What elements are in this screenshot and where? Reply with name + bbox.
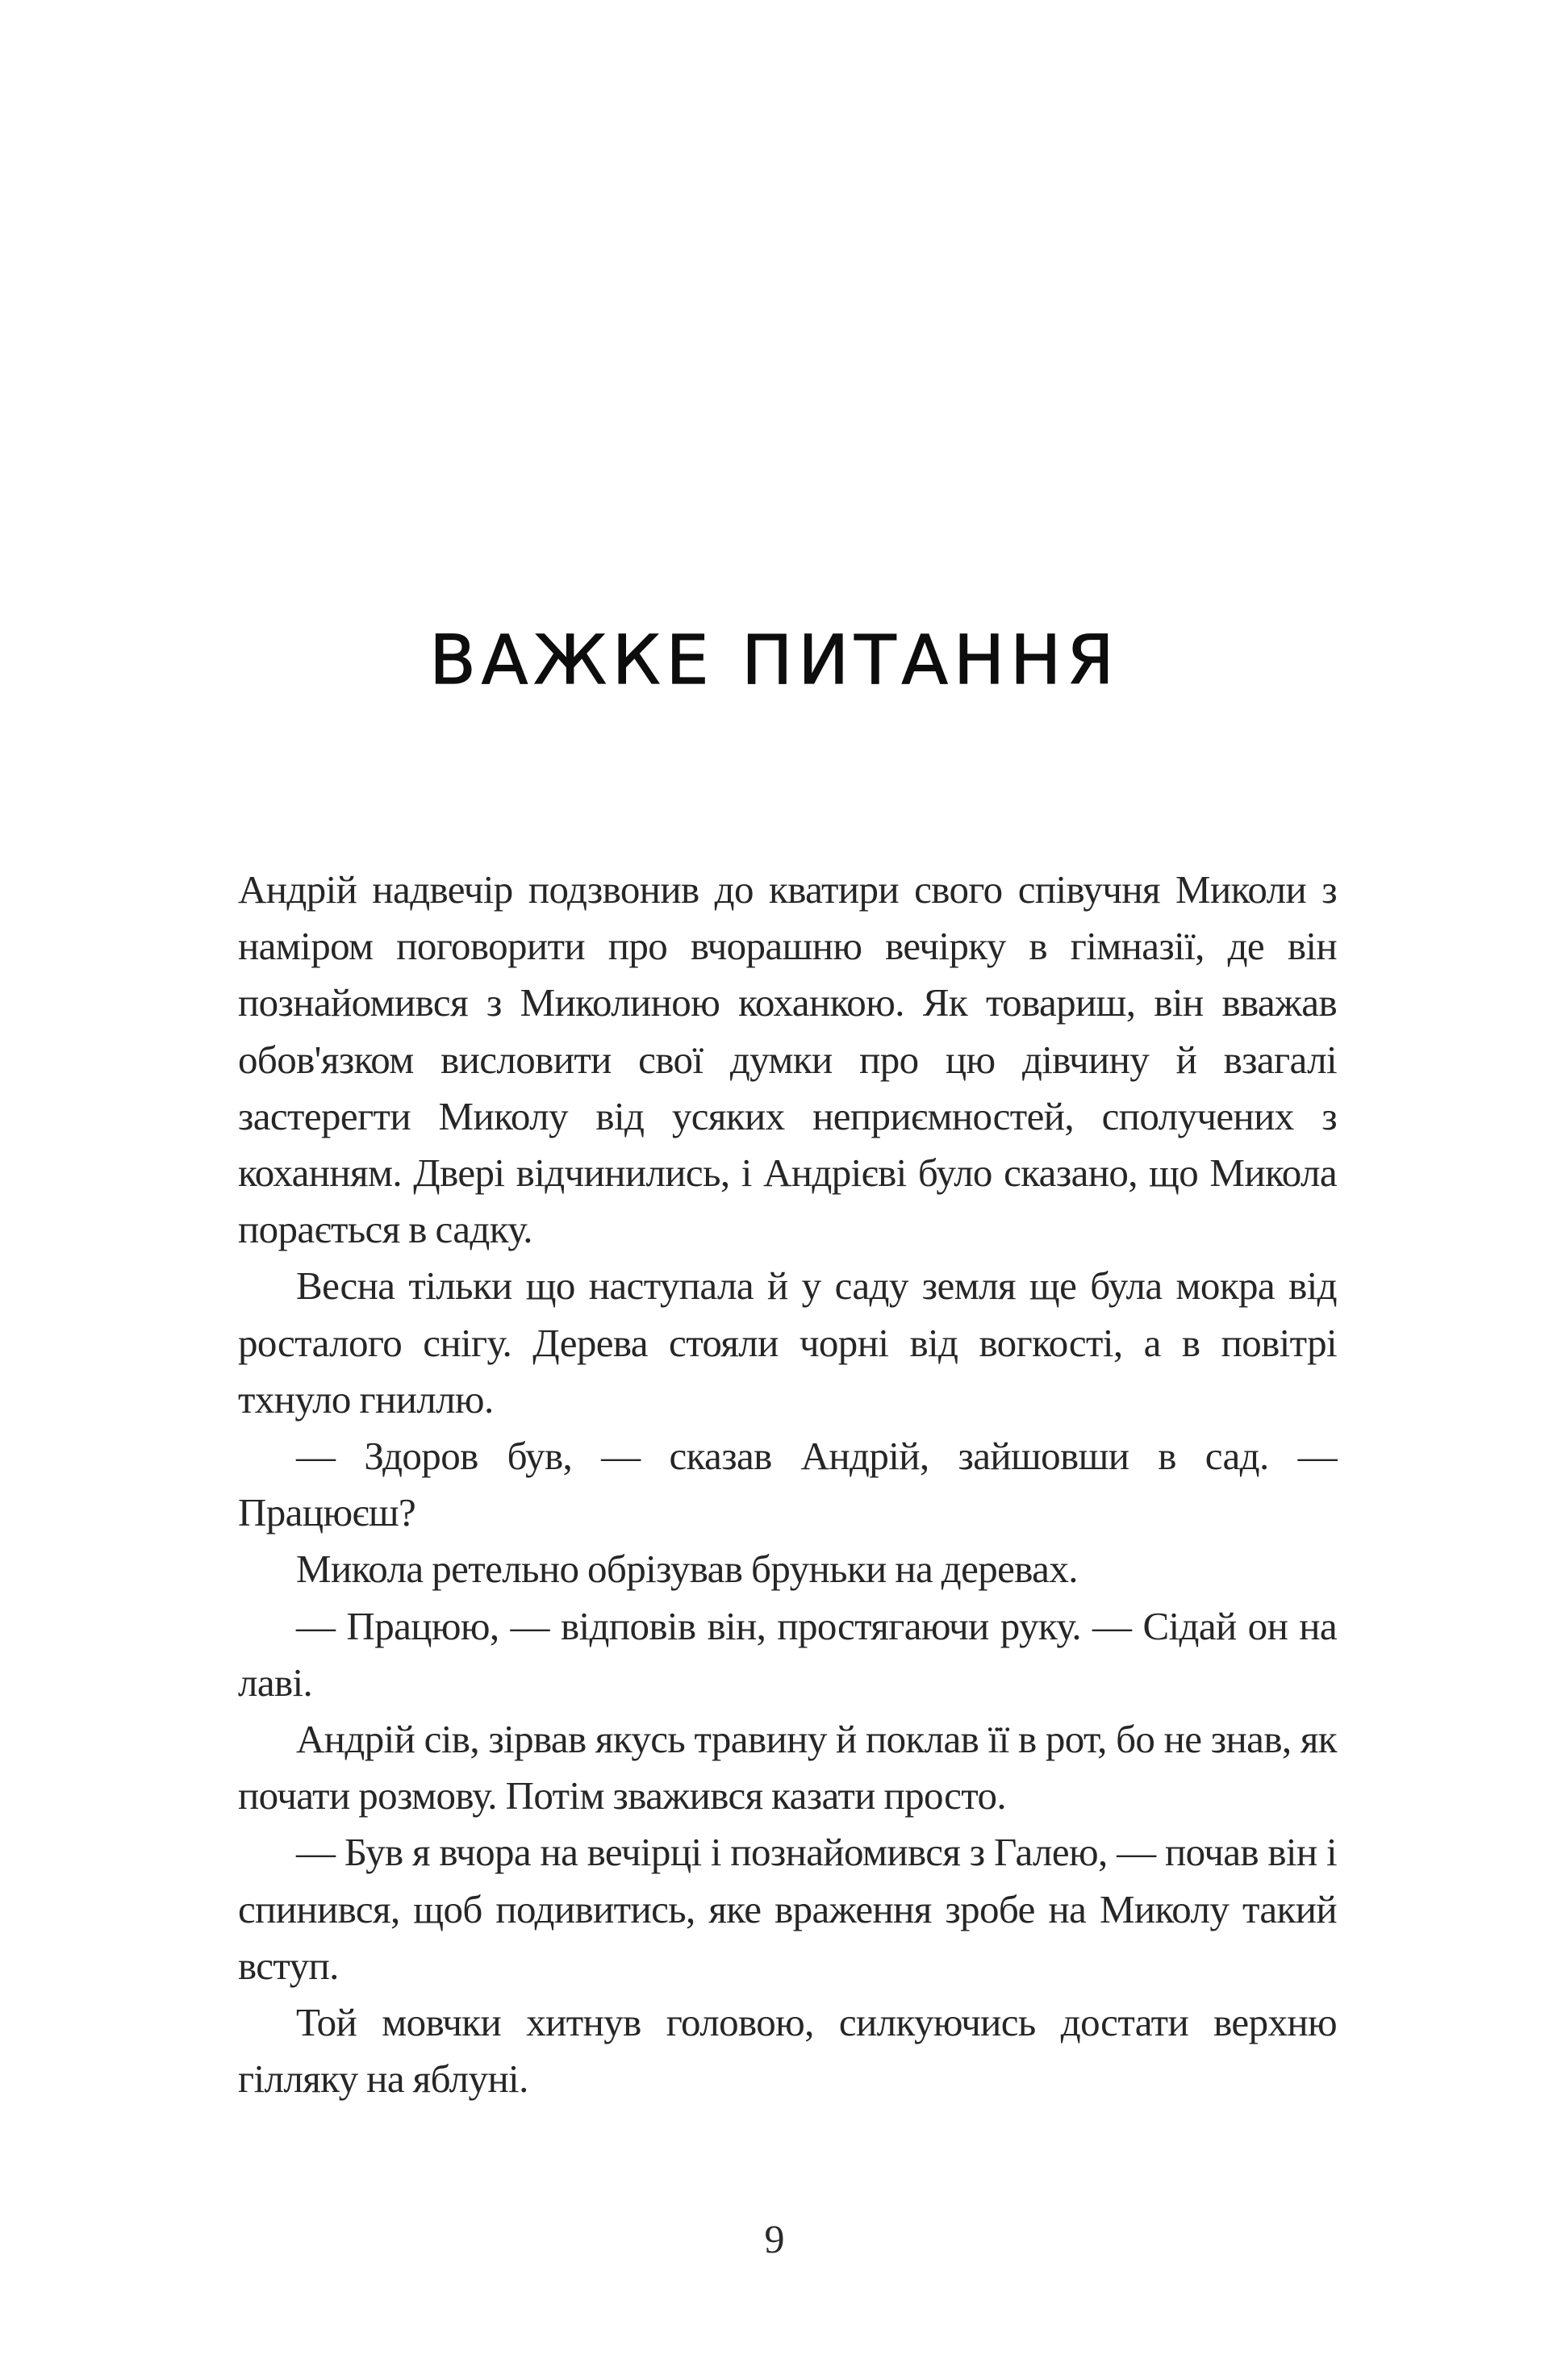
dialogue-paragraph: — Працюю, — відповів він, простягаючи руку. — Сідай он на лаві. (238, 1603, 1337, 1705)
dialogue-paragraph: — Здоров був, — сказав Андрій, зайшовши в сад. — Працюєш? (238, 1434, 1337, 1535)
chapter-body (238, 862, 1337, 2107)
paragraph: Микола ретельно обрізував бруньки на деревах. (296, 1547, 1078, 1592)
chapter-title: ВАЖКЕ ПИТАННЯ (429, 620, 1120, 699)
paragraph: Весна тільки що наступала й у саду земля ще була мокра від росталого снігу. Дерева стояли чорні від вогкості, а в повітрі тхнуло гниллю. (238, 1263, 1337, 1422)
paragraph: Той мовчки хитнув головою, силкуючись достати верхню гілляку на яблуні. (238, 2000, 1337, 2102)
paragraph: Андрій сів, зірвав якусь травину й поклав її в рот, бо не знав, як почати розмову. Потім зважився казати просто. (238, 1717, 1337, 1818)
paragraph: Андрій надвечір подзвонив до кватири свого співучня Миколи з наміром поговорити про вчорашню вечірку в гімназії, де він познайомився з Миколиною коханкою. Як товариш, він вважав обов'язком висловити свої думки про цю дівчину й взагалі застерегти Миколу від усяких неприємностей, сполучених з коханням. Двері відчинились, і Андрієві було сказано, що Микола порається в садку. (238, 867, 1337, 1252)
dialogue-paragraph: — Був я вчора на вечірці і познайомився з Галею, — почав він і спинився, щоб подивитись, яке враження зробе на Миколу такий вступ. (238, 1830, 1337, 1988)
page-number: 9 (764, 2216, 785, 2261)
